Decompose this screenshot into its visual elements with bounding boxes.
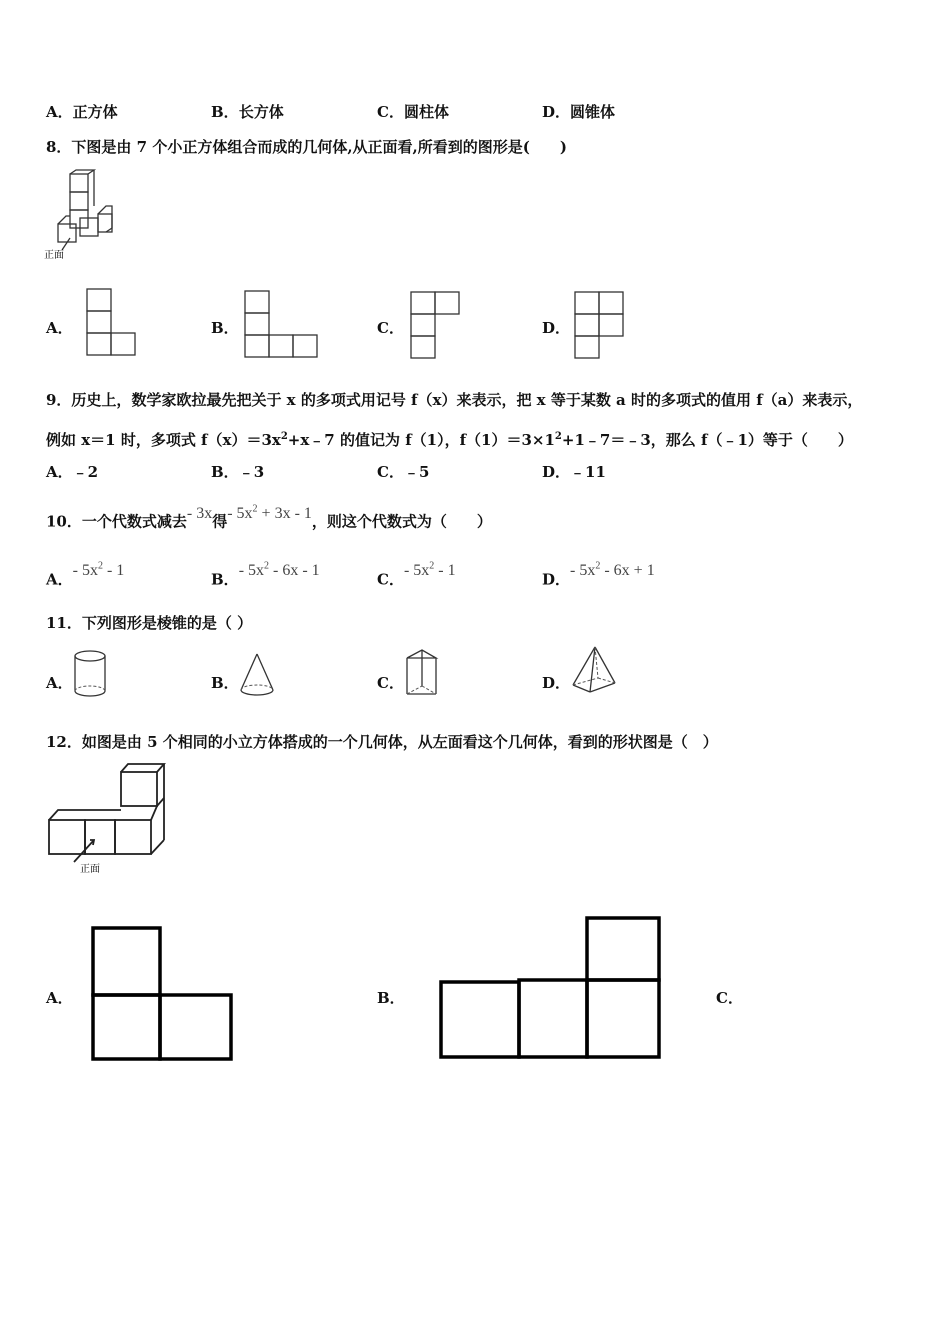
q9-option-c[interactable]: C．﹣5 [377, 463, 430, 481]
q8-option-d-label[interactable]: D． [542, 319, 571, 337]
q12-stem: 12．如图是由 5 个相同的小立方体搭成的一个几何体，从左面看这个几何体，看到的形状图是（ ） [46, 733, 718, 751]
q10-option-c[interactable]: C．- $5x^2 - 1$ [377, 561, 456, 589]
q8-option-a-figure [86, 288, 138, 358]
q12-option-b-figure [438, 915, 664, 1061]
q9-stem-line1: 9．历史上，数学家欧拉最先把关于 x 的多项式用记号 f（x）来表示，把 x 等于某数 a 时的多项式的值用 f（a）来表示， [46, 391, 863, 409]
q8-option-d-figure [574, 291, 626, 361]
q10-stem: 10．一个代数式减去- 3x得- $5x^2 + 3x - 1$，则这个代数式为（ ） [46, 504, 492, 531]
q8-figure [44, 168, 124, 263]
q11-option-d-pyramid [570, 645, 620, 697]
q10-option-d[interactable]: D．- $5x^2 - 6x + 1$ [542, 561, 655, 589]
q8-stem: 8．下图是由 7 个小正方体组合而成的几何体,从正面看,所看到的图形是( ) [46, 138, 567, 156]
q8-option-a-label[interactable]: A． [46, 319, 73, 337]
q8-option-c-label[interactable]: C． [377, 319, 404, 337]
q9-option-a[interactable]: A．﹣2 [46, 463, 99, 481]
q9-option-b[interactable]: B．﹣3 [211, 463, 265, 481]
q7-option-d[interactable]: D．圆锥体 [542, 103, 616, 121]
q7-option-a[interactable]: A．正方体 [46, 103, 118, 121]
q11-option-c-label[interactable]: C． [377, 674, 404, 692]
q11-option-d-label[interactable]: D． [542, 674, 571, 692]
q8-option-b-figure [244, 290, 320, 360]
q12-figure [46, 762, 170, 878]
q11-option-a-label[interactable]: A． [46, 674, 73, 692]
q9-stem-line2: 例如 x＝1 时，多项式 $f(x)=3x^2+x﹣7$ 的值记为 f（1），$f(1)=3\times 1^2+1﹣7=﹣3$，那么 f（﹣1）等于（ ） [46, 431, 853, 449]
q12-option-a-label[interactable]: A． [46, 989, 73, 1007]
q8-option-c-figure [410, 291, 462, 361]
q8-figure-caption: 正面 [44, 250, 64, 261]
q7-option-c[interactable]: C．圆柱体 [377, 103, 449, 121]
q12-option-c-label[interactable]: C． [716, 989, 743, 1007]
q12-figure-caption: 正面 [80, 864, 100, 875]
q10-option-a[interactable]: A．- $5x^2 - 1$ [46, 561, 125, 589]
q7-option-b[interactable]: B．长方体 [211, 103, 284, 121]
q11-option-c-prism [404, 648, 440, 698]
q12-option-a-figure [90, 925, 236, 1065]
q11-option-a-cylinder [73, 650, 109, 698]
q8-option-b-label[interactable]: B． [211, 319, 239, 337]
q11-stem: 11．下列图形是棱锥的是（ ） [46, 614, 253, 632]
q12-option-b-label[interactable]: B． [377, 989, 405, 1007]
q10-option-b[interactable]: B．- $5x^2 - 6x - 1$ [211, 561, 320, 589]
q11-option-b-cone [238, 652, 278, 700]
q9-option-d[interactable]: D．﹣11 [542, 463, 606, 481]
q11-option-b-label[interactable]: B． [211, 674, 239, 692]
q10-expr1: - 3x [186, 505, 213, 523]
q10-expr2: - $5x^2 + 3x - 1$ [227, 504, 312, 523]
